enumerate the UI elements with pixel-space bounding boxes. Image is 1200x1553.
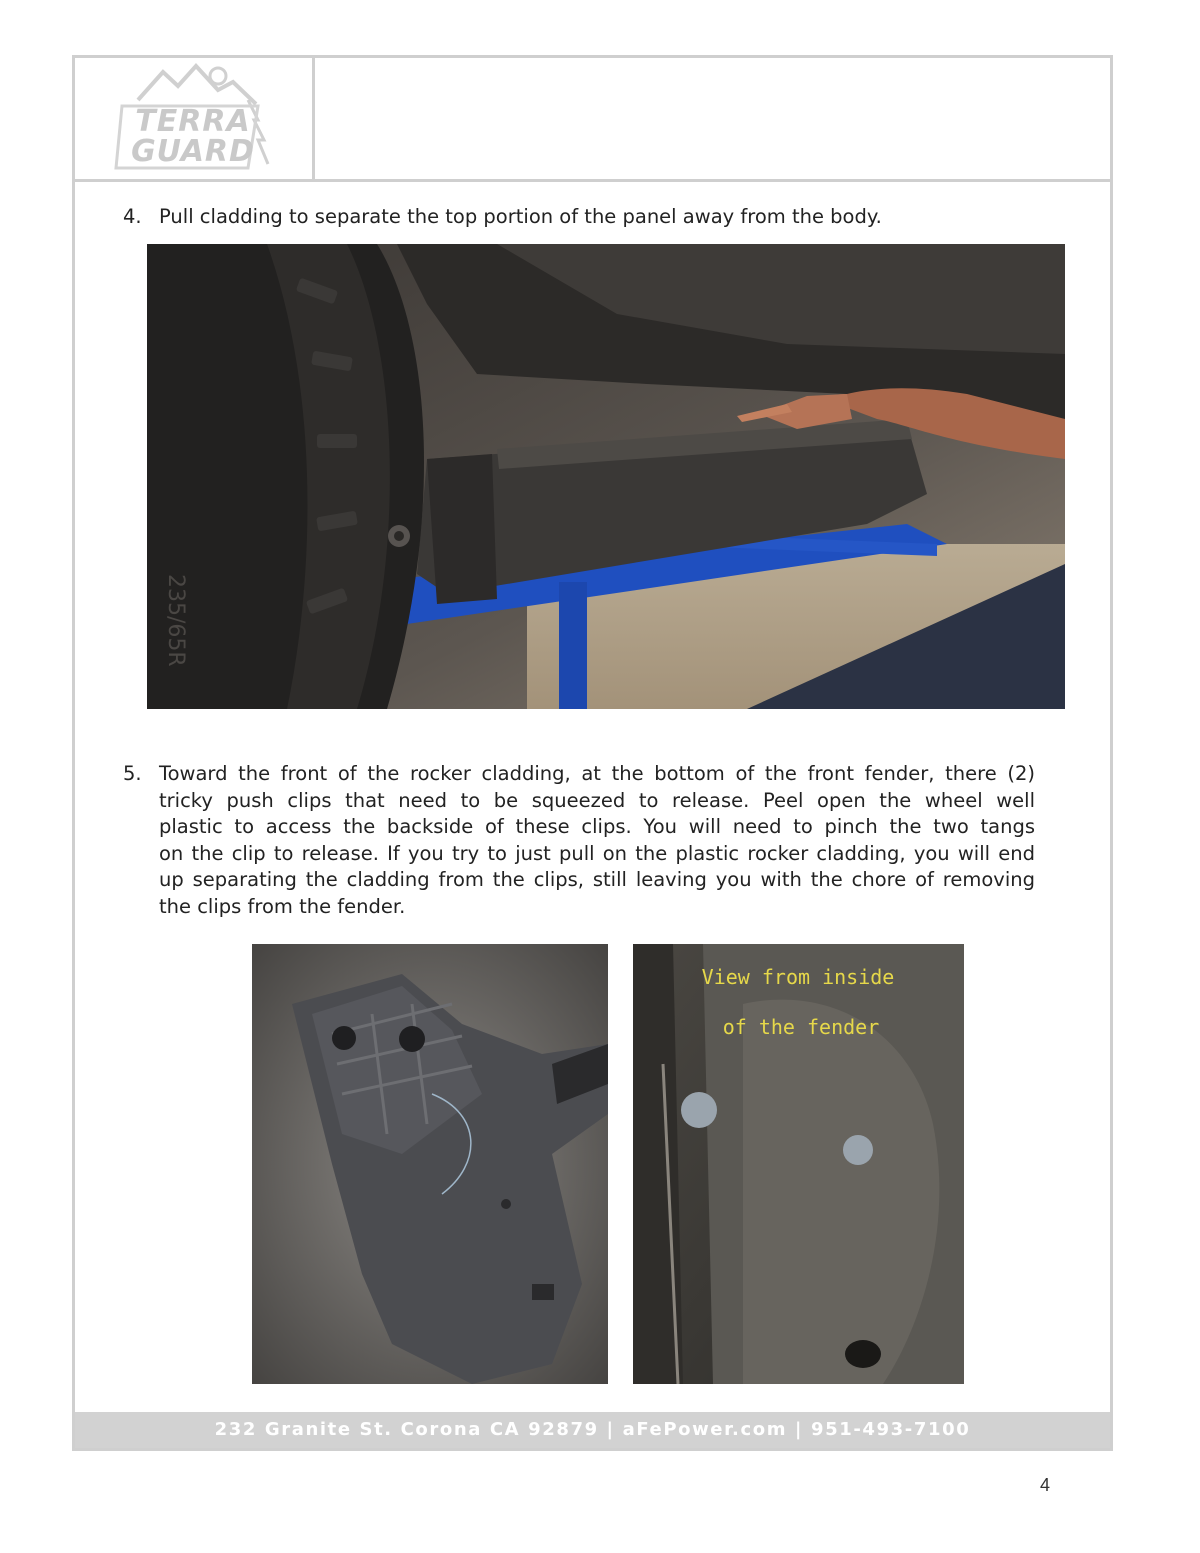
caption-line-2: of the fender xyxy=(722,1015,880,1039)
step-text-line: tricky push clips that need to be squeezed to release. Peel open the wheel well xyxy=(159,788,1035,812)
page-number: 4 xyxy=(1040,1475,1051,1495)
footer-contact: 232 Granite St. Corona CA 92879 | aFePower.com | 951-493-7100 xyxy=(214,1419,971,1440)
step-4 xyxy=(123,204,1063,232)
step-number: 4. xyxy=(123,205,142,228)
step-number: 5. xyxy=(123,762,142,785)
step-text-line: Toward the front of the rocker cladding, at the bottom of the front fender, there (2) xyxy=(159,762,1035,785)
photo-cladding-backside xyxy=(252,944,608,1384)
step-text: Pull cladding to separate the top portion of the panel away from the body. xyxy=(159,205,882,228)
step-text-line: plastic to access the backside of these clips. You will need to pinch the two tangs xyxy=(159,815,1035,838)
step-5 xyxy=(123,761,1035,921)
tire-sidewall-text: 235/65R xyxy=(163,574,188,667)
header-divider xyxy=(312,55,315,182)
terra-guard-logo xyxy=(108,60,278,178)
caption-line-1: View from inside xyxy=(701,965,895,989)
step-text xyxy=(159,761,1035,920)
logo-word-1: TERRA xyxy=(135,104,251,139)
step-text-line: the clips from the fender. xyxy=(159,894,406,918)
photo-fender-inside xyxy=(633,944,964,1384)
step-text-line: up separating the cladding from the clips, still leaving you with the chore of removing xyxy=(159,868,1035,891)
step-text-line: on the clip to release. If you try to just pull on the plastic rocker cladding, you will end xyxy=(159,841,1035,865)
logo-word-2: GUARD xyxy=(131,134,255,169)
photo-pull-cladding xyxy=(147,244,1065,709)
